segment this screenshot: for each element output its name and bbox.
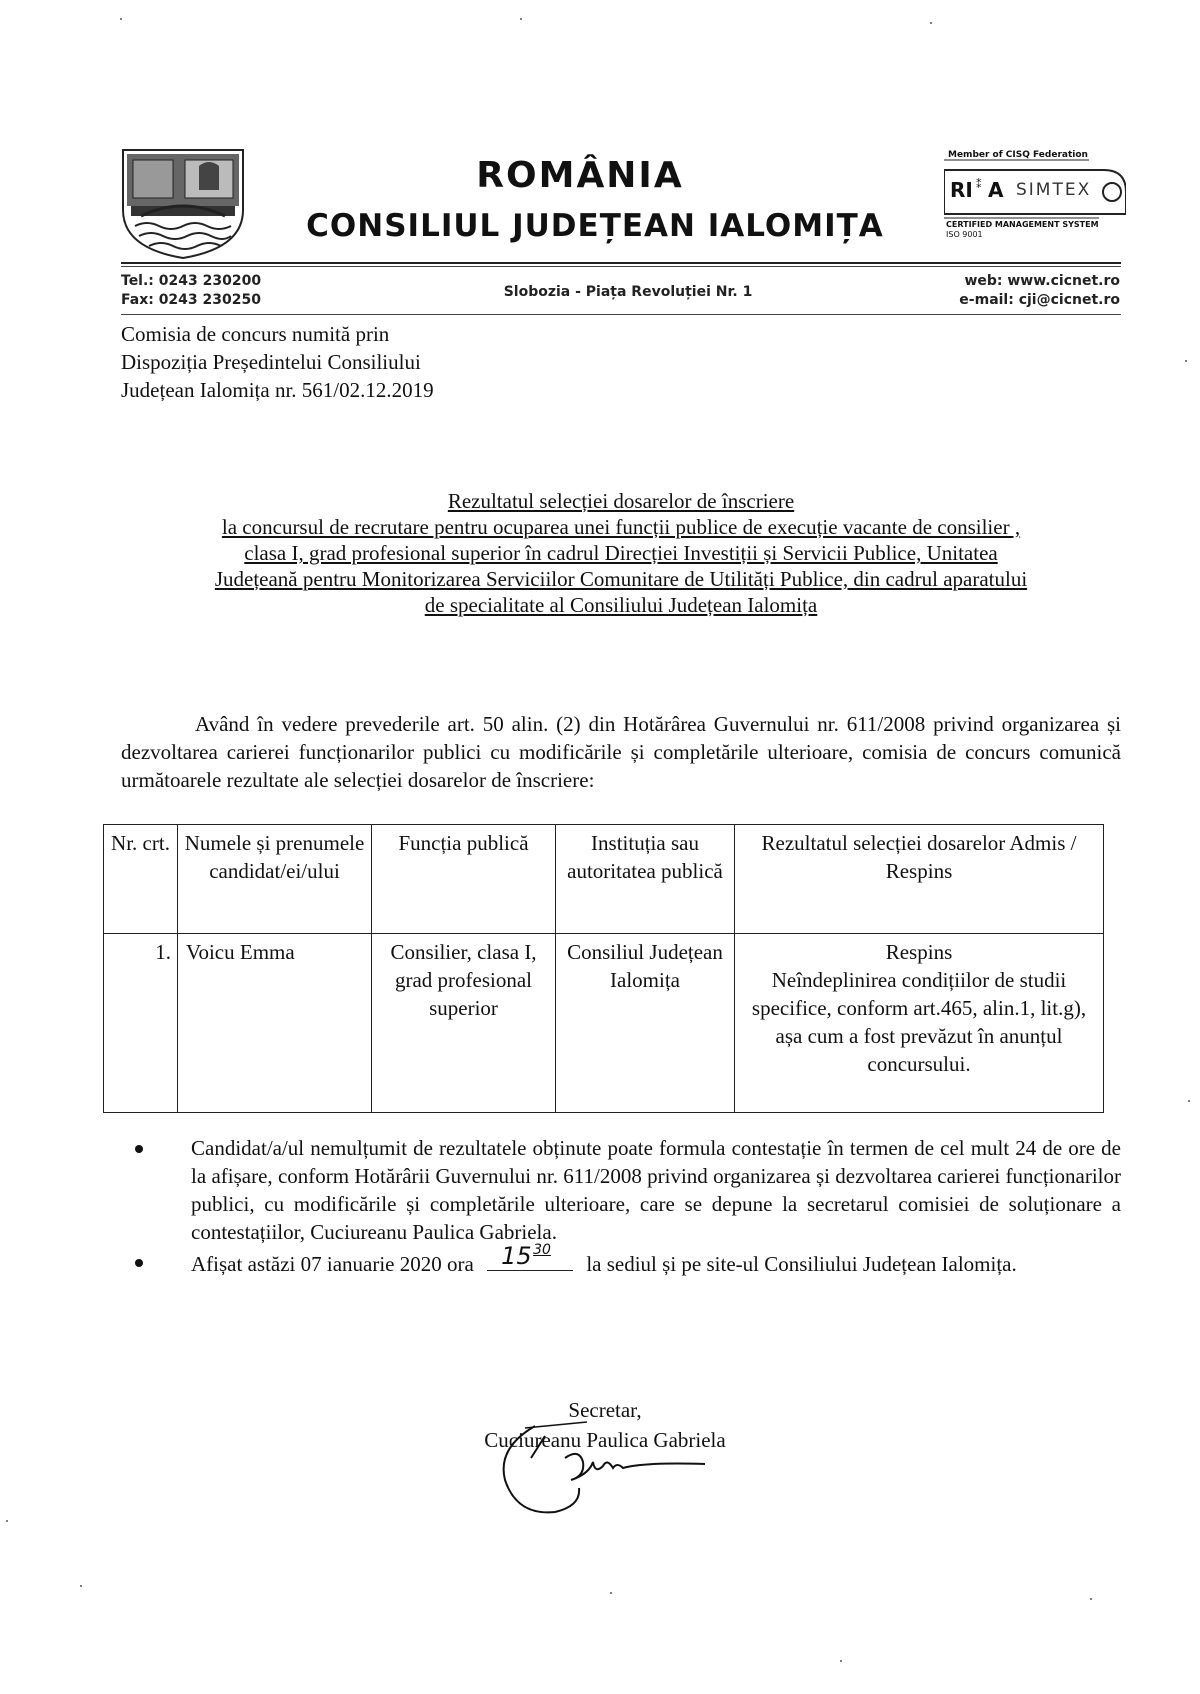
posted-time-minutes: 30 bbox=[533, 1242, 551, 1258]
handwritten-signature bbox=[495, 1418, 715, 1528]
scan-speck bbox=[840, 1660, 842, 1662]
heading-line-2: la concursul de recrutare pentru ocuparea unei funcții publice de execuție vacante de consilier , bbox=[221, 515, 1021, 539]
scan-speck bbox=[1188, 1100, 1190, 1102]
cell-nr: 1. bbox=[104, 934, 178, 1113]
cell-institution: Consiliul Județean Ialomița bbox=[556, 934, 735, 1113]
committee-line-1: Comisia de concurs numită prin bbox=[121, 322, 390, 346]
email-address: e-mail: cji@cicnet.ro bbox=[959, 292, 1120, 308]
header-nr: Nr. crt. bbox=[104, 825, 178, 934]
table-header-row bbox=[104, 825, 1104, 934]
cell-function: Consilier, clasa I, grad profesional superior bbox=[372, 934, 556, 1113]
header-function: Funcția publică bbox=[372, 825, 556, 934]
contact-web bbox=[880, 272, 1120, 310]
document-heading bbox=[121, 488, 1121, 618]
result-status: Respins bbox=[885, 940, 953, 964]
institution-title: CONSILIUL JUDEȚEAN IALOMIȚA bbox=[306, 208, 884, 244]
posted-note-after: la sediul și pe site-ul Consiliului Județean Ialomița. bbox=[586, 1252, 1017, 1276]
cell-result bbox=[735, 934, 1104, 1113]
scan-speck bbox=[1090, 1598, 1092, 1600]
contest-note: Candidat/a/ul nemulțumit de rezultatele obținute poate formula contestație în termen de cel mult 24 de ore de la afișare, conform Hotărârii Guvernului nr. 611/2008 privind organizarea și dezvoltarea carierei funcționarilor publici, cu modificările și completările ulterioare, care se depune la secretarul comisiei de soluționare a contestațiilor, Cuciureanu Paulica Gabriela. bbox=[191, 1136, 1121, 1244]
committee-block bbox=[121, 320, 621, 404]
scan-speck bbox=[520, 18, 522, 20]
iso-certification-logo bbox=[944, 150, 1126, 254]
cert-iso-text: ISO 9001 bbox=[946, 230, 983, 239]
cert-system-text: CERTIFIED MANAGEMENT SYSTEM bbox=[946, 220, 1099, 229]
signature-role: Secretar, bbox=[568, 1398, 642, 1422]
posted-note-before: Afișat astăzi 07 ianuarie 2020 ora bbox=[191, 1252, 474, 1276]
bullet-icon bbox=[135, 1259, 143, 1267]
scan-speck bbox=[1185, 360, 1187, 362]
results-table bbox=[103, 824, 1104, 1113]
county-coat-of-arms bbox=[121, 148, 245, 260]
posted-time-field bbox=[487, 1242, 573, 1271]
cert-brand-simtex: SIMTEX bbox=[1016, 180, 1092, 200]
scan-speck bbox=[930, 22, 932, 24]
list-item bbox=[121, 1242, 1121, 1278]
heading-line-5: de specialitate al Consiliului Județean Ialomița bbox=[424, 593, 818, 617]
contact-phones bbox=[121, 272, 261, 310]
intro-paragraph bbox=[121, 710, 1121, 794]
committee-line-2: Dispoziția Președintelui Consiliului bbox=[121, 350, 421, 374]
header-rule-bottom bbox=[121, 266, 1121, 267]
address: Slobozia - Piața Revoluției Nr. 1 bbox=[503, 284, 753, 300]
cert-brand-mark: ⁑ bbox=[976, 178, 982, 191]
header-result: Rezultatul selecției dosarelor Admis / Respins bbox=[735, 825, 1104, 934]
result-reason: Neîndeplinirea condițiilor de studii specifice, conform art.465, alin.1, lit.g), așa cum a fost prevăzut în anunțul concursului. bbox=[751, 968, 1087, 1076]
intro-text: Având în vedere prevederile art. 50 alin. (2) din Hotărârea Guvernului nr. 611/2008 privind organizarea și dezvoltarea carierei funcționarilor publici cu modificările și completările ulterioare, comisia de concurs comunică următoarele rezultate ale selecției dosarelor de înscriere: bbox=[121, 712, 1121, 792]
scan-speck bbox=[6, 1520, 8, 1522]
website: web: www.cicnet.ro bbox=[964, 273, 1120, 289]
contact-rule bbox=[121, 314, 1121, 315]
country-title: ROMÂNIA bbox=[476, 155, 684, 196]
heading-line-1: Rezultatul selecției dosarelor de înscriere bbox=[447, 489, 795, 513]
heading-line-4: Județeană pentru Monitorizarea Serviciilor Comunitare de Utilități Publice, din cadrul aparatului bbox=[214, 567, 1028, 591]
cell-name: Voicu Emma bbox=[178, 934, 372, 1113]
cert-brand-ri: RI bbox=[950, 178, 973, 202]
fax-number: Fax: 0243 230250 bbox=[121, 292, 261, 308]
committee-line-3: Județean Ialomița nr. 561/02.12.2019 bbox=[121, 378, 434, 402]
heading-line-3: clasa I, grad profesional superior în cadrul Direcției Investiții și Servicii Publice, Unitatea bbox=[244, 541, 998, 565]
table-row bbox=[104, 934, 1104, 1113]
scan-speck bbox=[610, 1592, 612, 1594]
posted-time-hour: 15 bbox=[501, 1242, 532, 1270]
signature-name: Cuciureanu Paulica Gabriela bbox=[484, 1428, 726, 1452]
bullet-icon bbox=[135, 1145, 143, 1153]
cisq-member-text: Member of CISQ Federation bbox=[948, 150, 1088, 160]
cert-brand-a: A bbox=[988, 178, 1004, 202]
phone-number: Tel.: 0243 230200 bbox=[121, 273, 262, 289]
scan-speck bbox=[120, 18, 122, 20]
header-rule-top bbox=[121, 262, 1121, 264]
scan-speck bbox=[80, 1585, 82, 1587]
list-item bbox=[121, 1134, 1121, 1246]
header-name: Numele și prenumele candidat/ei/ului bbox=[178, 825, 372, 934]
header-institution: Instituția sau autoritatea publică bbox=[556, 825, 735, 934]
notes-list bbox=[121, 1134, 1121, 1280]
